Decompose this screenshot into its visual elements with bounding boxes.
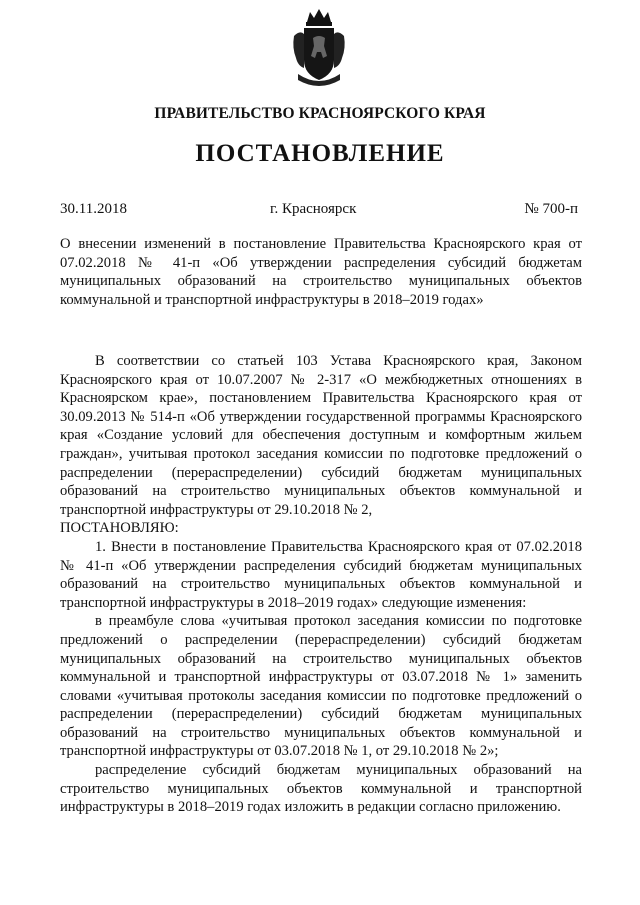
document-city: г. Красноярск [270, 201, 357, 217]
document-number: № 700-п [524, 201, 578, 217]
subject-text: О внесении изменений в постановление Правительства Красноярского края от 07.02.2018 № 41-п «Об утверждении распределения субсидий бюджетам муниципальных образований на строительство муниципальных объектов коммунальной и транспортной инфраструктуры в 2018–2019 годах» [60, 236, 582, 308]
change-1-paragraph: в преамбуле слова «учитывая протокол заседания комиссии по подготовке предложений о распределении (перераспределении) субсидий бюджетам муниципальных образований на строительство муниципальных объектов коммунальной и транспортной инфраструктуры от 03.07.2018 № 1» заменить словами «учитывая протоколы заседания комиссии по подготовке предложений о распределении (перераспределении) субсидий бюджетам муниципальных образований на строительство муниципальных объектов коммунальной и транспортной инфраструктуры от 03.07.2018 № 1, от 29.10.2018 № 2»; [60, 613, 582, 760]
government-name: ПРАВИТЕЛЬСТВО КРАСНОЯРСКОГО КРАЯ [154, 105, 486, 122]
document-subject [60, 235, 582, 309]
document-date: 30.11.2018 [60, 201, 127, 217]
document-type-title: ПОСТАНОВЛЕНИЕ [195, 140, 445, 167]
change-2-paragraph: распределение субсидий бюджетам муниципальных образований на строительство муниципальных объектов коммунальной и транспортной инфраструктуры в 2018–2019 годах изложить в редакции согласно приложению. [60, 762, 582, 816]
document-body [60, 352, 582, 817]
resolve-heading: ПОСТАНОВЛЯЮ: [60, 520, 179, 537]
preamble-paragraph: В соответствии со статьей 103 Устава Красноярского края, Законом Красноярского края от 10.07.2007 № 2-317 «О межбюджетных отношениях в Красноярском крае», постановлением Правительства Красноярского края от 30.09.2013 № 514-п «Об утверждении государственной программы Красноярского края «Создание условий для обеспечения доступным и комфортным жильем граждан», учитывая протокол заседания комиссии по подготовке предложений о распределении (перераспределении) субсидий бюджетам муниципальных образований на строительство муниципальных объектов коммунальной и транспортной инфраструктуры от 29.10.2018 № 2, [60, 353, 582, 518]
krasnoyarsk-coat-of-arms-icon [290, 8, 348, 88]
item-1-paragraph: 1. Внести в постановление Правительства Красноярского края от 07.02.2018 № 41-п «Об утверждении распределения субсидий бюджетам муниципальных образований на строительство муниципальных объектов коммунальной и транспортной инфраструктуры в 2018–2019 годах» следующие изменения: [60, 538, 582, 611]
